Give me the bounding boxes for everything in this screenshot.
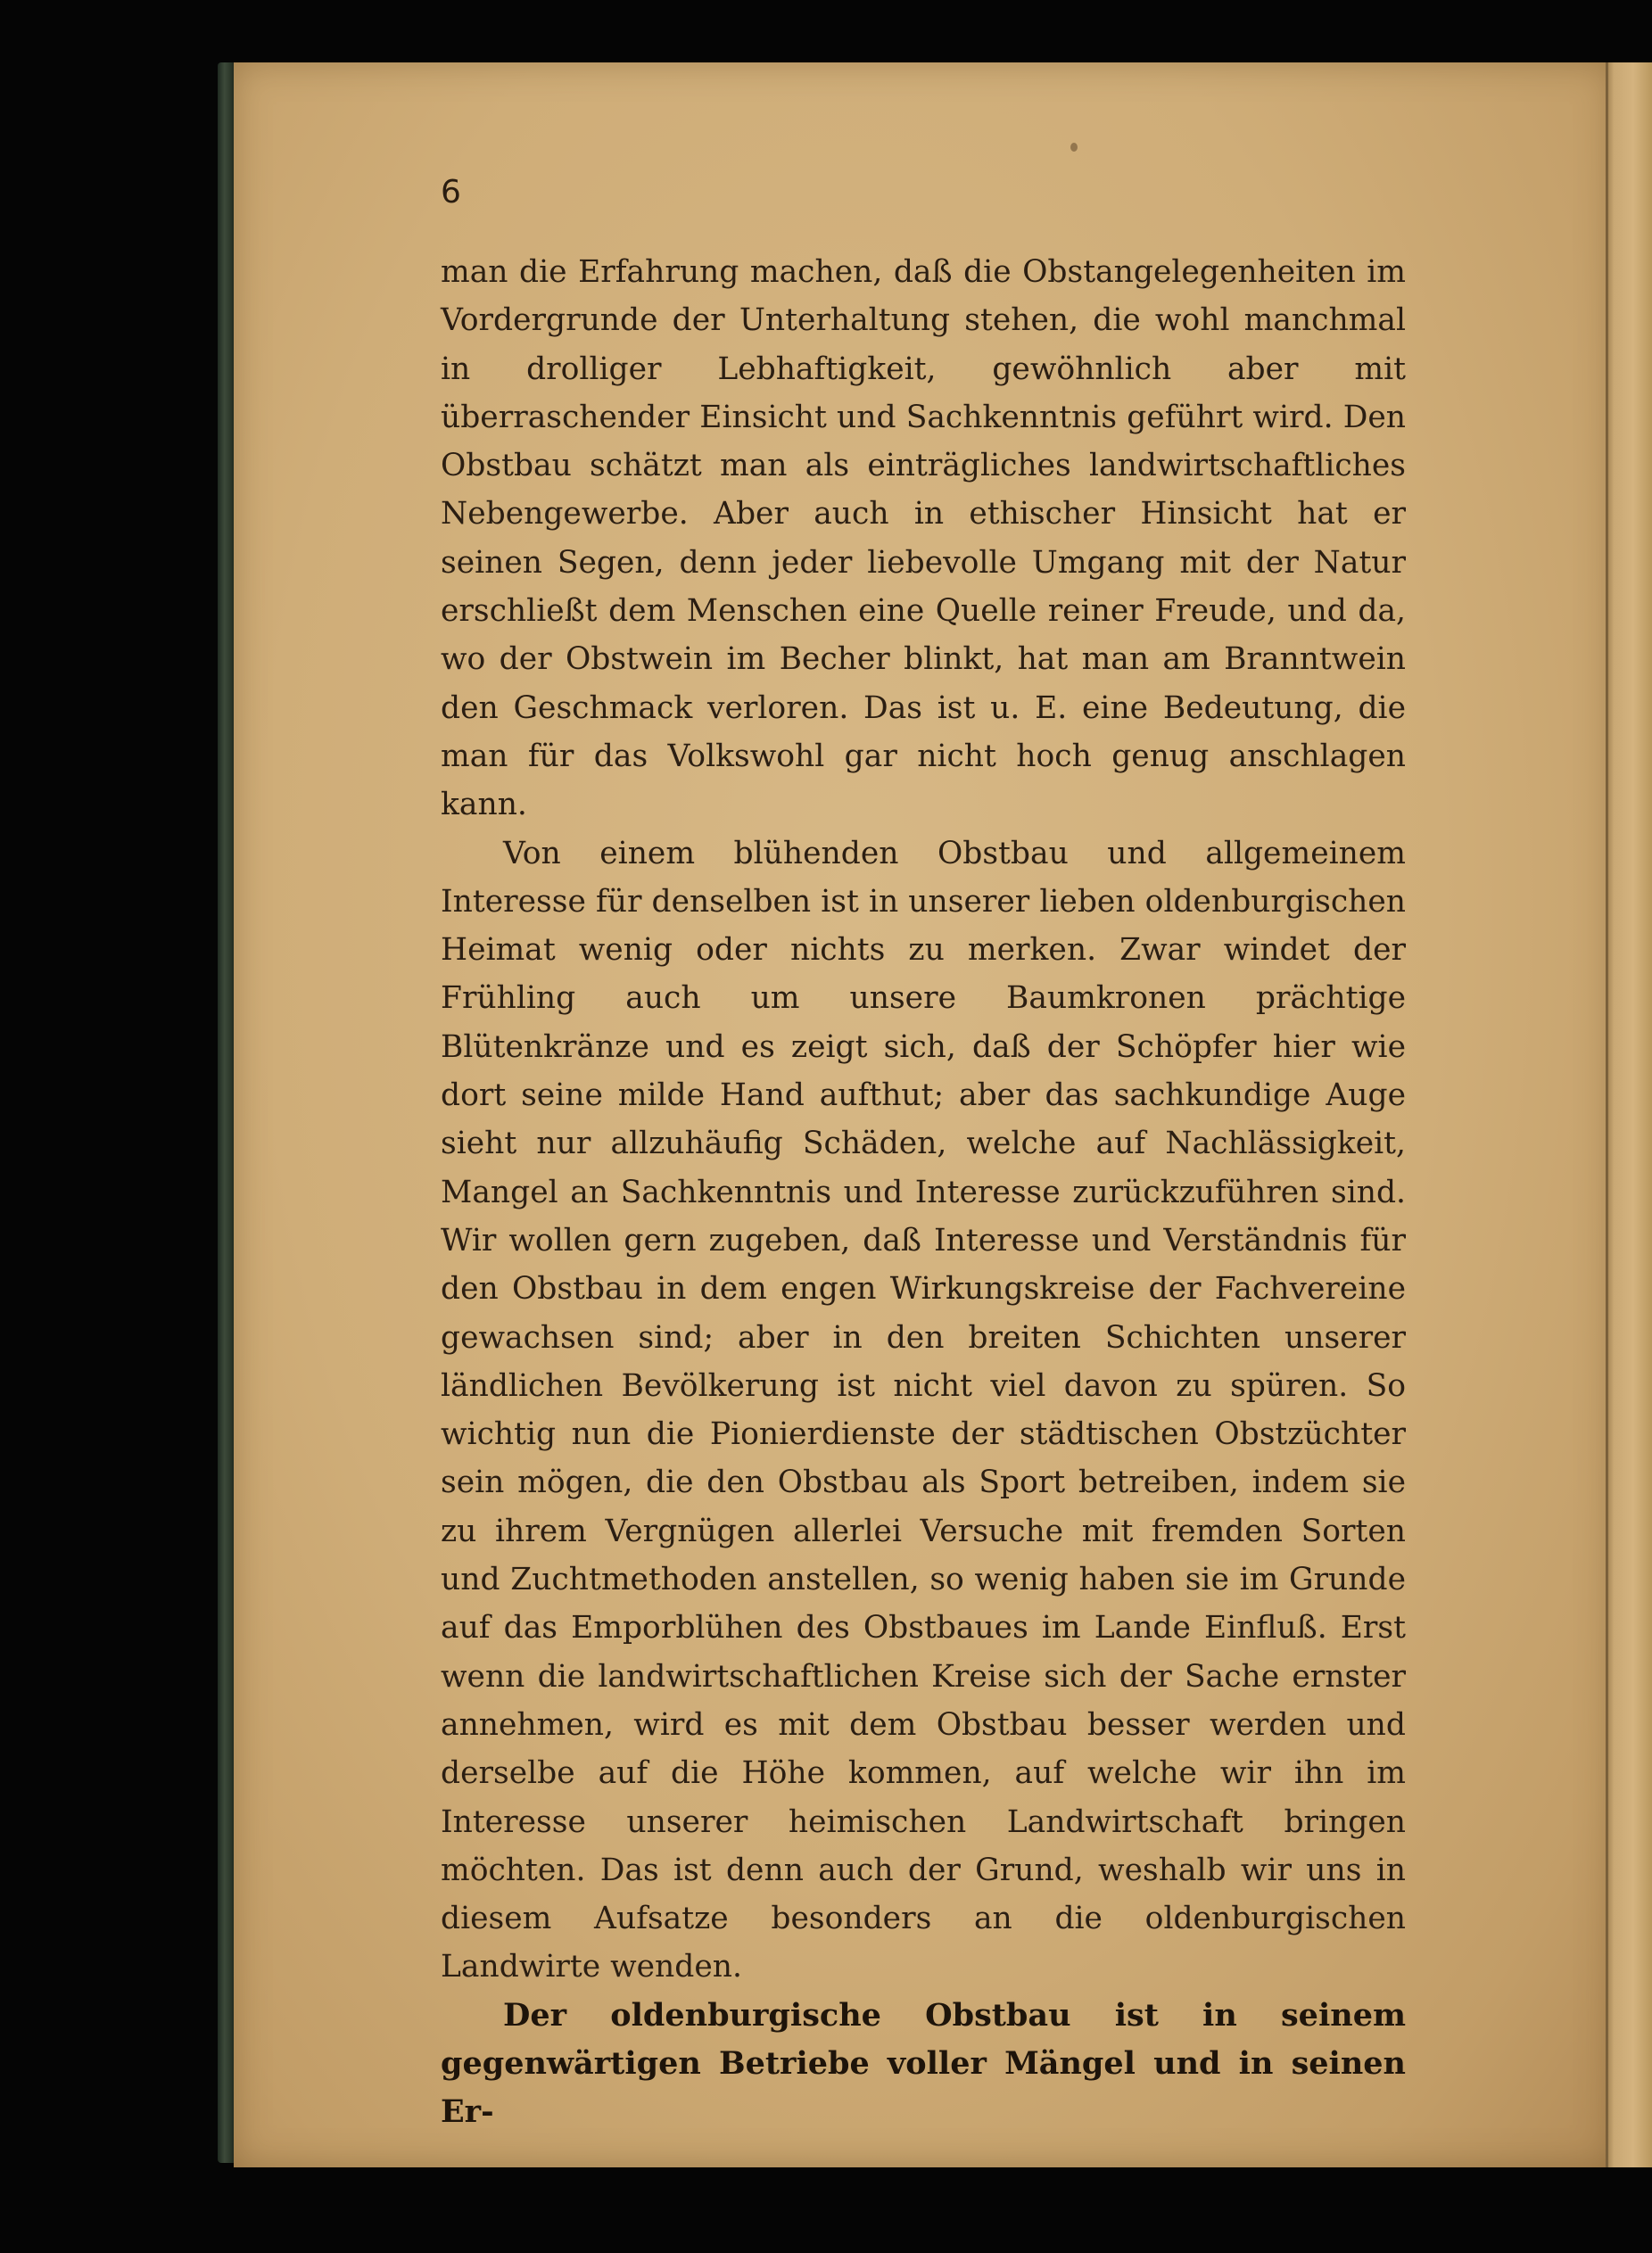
ink-speck <box>1070 143 1078 152</box>
page-number: 6 <box>441 174 461 210</box>
paragraph-1: man die Erfahrung machen, daß die Obstangelegenheiten im Vordergrunde der Unterhaltung stehen, die wohl manchmal in drolliger Lebhaftigkeit, gewöhnlich aber mit überraschender Einsicht und Sachkenntnis geführt wird. Den Obstbau schätzt man als einträgliches landwirtschaftliches Nebengewerbe. Aber auch in ethischer Hinsicht hat er seinen Segen, denn jeder liebevolle Umgang mit der Natur erschließt dem Menschen eine Quelle reiner Freude, und da, wo der Obstwein im Becher blinkt, hat man am Branntwein den Geschmack verloren. Das ist u. E. eine Bedeutung, die man für das Volkswohl gar nicht hoch genug anschlagen kann. <box>441 254 1406 823</box>
body-text <box>441 248 1406 2137</box>
next-page-edge <box>1606 62 1652 2167</box>
paragraph-2: Von einem blühenden Obstbau und allgemeinem Interesse für denselben ist in unserer lieben oldenburgischen Heimat wenig oder nichts zu merken. Zwar windet der Frühling auch um unsere Baumkronen prächtige Blütenkränze und es zeigt sich, daß der Schöpfer hier wie dort seine milde Hand aufthut; aber das sachkundige Auge sieht nur allzuhäufig Schäden, welche auf Nachlässigkeit, Mangel an Sachkenntnis und Interesse zurückzuführen sind. Wir wollen gern zugeben, daß Interesse und Verständnis für den Obstbau in dem engen Wirkungskreise der Fachvereine gewachsen sind; aber in den breiten Schichten unserer ländlichen Bevölkerung ist nicht viel davon zu spüren. So wichtig nun die Pionierdienste der städtischen Obstzüchter sein mögen, die den Obstbau als Sport betreiben, indem sie zu ihrem Vergnügen allerlei Versuche mit fremden Sorten und Zuchtmethoden anstellen, so wenig haben sie im Grunde auf das Emporblühen des Obstbaues im Lande Einfluß. Erst wenn die landwirtschaftlichen Kreise sich der Sache ernster annehmen, wird es mit dem Obstbau besser werden und derselbe auf die Höhe kommen, auf welche wir ihn im Interesse unserer heimischen Landwirtschaft bringen möchten. Das ist denn auch der Grund, weshalb wir uns in diesem Aufsatze besonders an die oldenburgischen Landwirte wenden. <box>441 835 1406 1985</box>
gutter-line <box>1606 62 1608 2167</box>
paragraph-3-bold: Der oldenburgische Obstbau ist in seinem gegenwärtigen Betriebe voller Mängel und in seinen Er- <box>441 1996 1406 2131</box>
